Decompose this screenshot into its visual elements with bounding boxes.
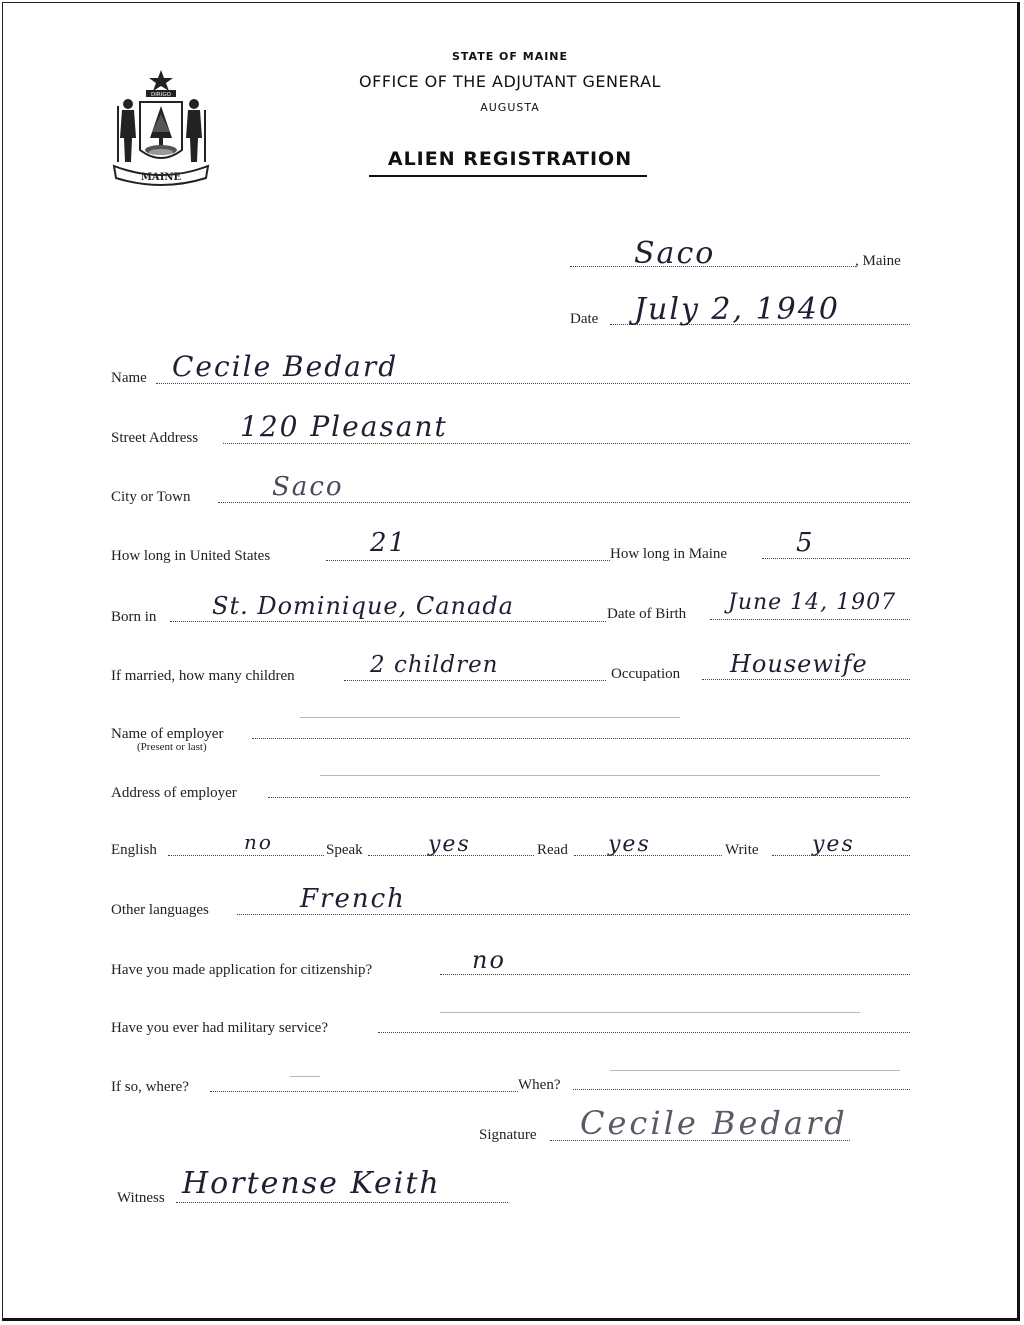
signature-value[interactable]: Cecile Bedard bbox=[580, 1104, 848, 1142]
read-value[interactable]: yes bbox=[608, 832, 651, 857]
read-label: Read bbox=[537, 842, 568, 858]
other-languages-value[interactable]: French bbox=[300, 884, 406, 914]
us-duration-label: How long in United States bbox=[111, 548, 271, 564]
employer-sublabel: (Present or last) bbox=[137, 741, 207, 753]
employer-address-pen-stroke bbox=[320, 775, 880, 776]
witness-dotted-line bbox=[176, 1202, 508, 1203]
employer-address-label: Address of employer bbox=[111, 785, 237, 801]
children-value[interactable]: 2 children bbox=[370, 652, 499, 678]
us-duration-dotted-line bbox=[326, 560, 610, 561]
city-value[interactable]: Saco bbox=[272, 472, 344, 502]
maine-duration-label: How long in Maine bbox=[610, 546, 728, 562]
city-dotted-line bbox=[218, 502, 910, 503]
when-pen-stroke bbox=[610, 1070, 900, 1071]
form-title: ALIEN REGISTRATION bbox=[387, 148, 633, 170]
us-duration-value[interactable]: 21 bbox=[370, 528, 408, 558]
title-underline bbox=[369, 175, 647, 177]
employer-address-dotted-line bbox=[268, 797, 910, 798]
maine-duration-dotted-line bbox=[762, 558, 910, 559]
dob-value[interactable]: June 14, 1907 bbox=[728, 590, 897, 615]
seal-banner-text: MAINE bbox=[140, 172, 182, 183]
dob-dotted-line bbox=[710, 619, 910, 620]
english-label: English bbox=[111, 842, 157, 858]
witness-label: Witness bbox=[117, 1190, 165, 1206]
street-dotted-line bbox=[223, 443, 910, 444]
born-label: Born in bbox=[111, 609, 157, 625]
english-dotted-line bbox=[168, 855, 324, 856]
where-dotted-line bbox=[210, 1091, 518, 1092]
military-dotted-line bbox=[378, 1032, 910, 1033]
street-label: Street Address bbox=[111, 430, 199, 446]
when-label: When? bbox=[518, 1077, 561, 1093]
born-value[interactable]: St. Dominique, Canada bbox=[212, 592, 514, 620]
name-dotted-line bbox=[156, 383, 910, 384]
born-dotted-line bbox=[170, 621, 606, 622]
city-label: City or Town bbox=[111, 489, 191, 505]
citizenship-value[interactable]: no bbox=[472, 946, 506, 974]
employer-label: Name of employer bbox=[111, 726, 224, 742]
military-pen-stroke bbox=[440, 1012, 860, 1013]
where-pen-stroke bbox=[290, 1076, 320, 1077]
dob-label: Date of Birth bbox=[607, 606, 687, 622]
place-value[interactable]: Saco bbox=[634, 236, 716, 271]
citizenship-dotted-line bbox=[440, 974, 910, 975]
maine-seal-icon bbox=[106, 66, 216, 190]
seal-motto: DIRIGO bbox=[151, 92, 171, 98]
name-label: Name bbox=[111, 370, 147, 386]
write-value[interactable]: yes bbox=[812, 832, 855, 857]
speak-value[interactable]: yes bbox=[428, 832, 471, 857]
date-label: Date bbox=[570, 311, 599, 327]
english-value[interactable]: no bbox=[244, 830, 273, 854]
speak-label: Speak bbox=[326, 842, 363, 858]
citizenship-label: Have you made application for citizenship? bbox=[111, 962, 373, 978]
header-state: STATE OF MAINE bbox=[451, 50, 569, 63]
header-city: AUGUSTA bbox=[480, 101, 540, 114]
children-dotted-line bbox=[344, 680, 606, 681]
place-suffix: , Maine bbox=[855, 253, 901, 269]
street-value[interactable]: 120 Pleasant bbox=[240, 410, 448, 443]
occupation-value[interactable]: Housewife bbox=[730, 650, 868, 678]
signature-label: Signature bbox=[479, 1127, 537, 1143]
witness-value[interactable]: Hortense Keith bbox=[182, 1166, 441, 1201]
occupation-label: Occupation bbox=[611, 666, 681, 682]
children-label: If married, how many children bbox=[111, 668, 295, 684]
when-dotted-line bbox=[573, 1089, 910, 1090]
date-value[interactable]: July 2, 1940 bbox=[634, 292, 840, 327]
other-languages-label: Other languages bbox=[111, 902, 209, 918]
employer-pen-stroke bbox=[300, 717, 680, 718]
military-label: Have you ever had military service? bbox=[111, 1020, 328, 1036]
write-label: Write bbox=[725, 842, 759, 858]
where-label: If so, where? bbox=[111, 1079, 189, 1095]
occupation-dotted-line bbox=[702, 679, 910, 680]
employer-dotted-line bbox=[252, 738, 910, 739]
other-languages-dotted-line bbox=[237, 914, 910, 915]
header-office: OFFICE OF THE ADJUTANT GENERAL bbox=[359, 72, 661, 91]
maine-duration-value[interactable]: 5 bbox=[796, 528, 815, 558]
name-value[interactable]: Cecile Bedard bbox=[172, 350, 399, 383]
